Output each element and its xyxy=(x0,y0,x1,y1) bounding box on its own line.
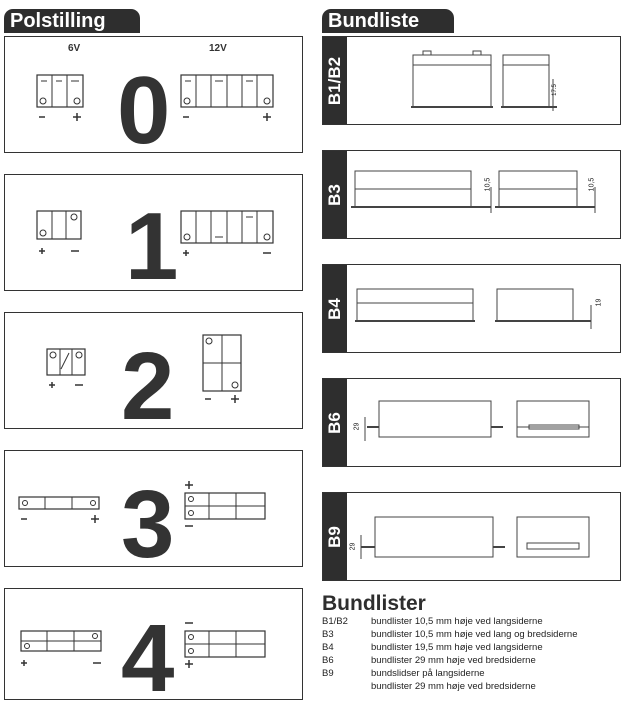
polstilling-title: Polstilling xyxy=(4,9,140,33)
position-number: 4 xyxy=(121,605,175,712)
legend-text: bundlister 10,5 mm høje ved langsiderne xyxy=(371,616,543,627)
dimension-label: 17.5 xyxy=(551,84,558,96)
battery-6v-diagram xyxy=(17,625,107,669)
battery-6v-diagram xyxy=(33,209,93,259)
panel-label: B3 xyxy=(323,151,347,238)
position-0-panel xyxy=(4,36,303,164)
dimension-label: 29 xyxy=(349,542,357,551)
position-number: 3 xyxy=(121,471,175,578)
position-1-panel xyxy=(4,174,303,300)
label-6v: 6V xyxy=(68,43,81,54)
dimension-label: 29 xyxy=(353,422,361,431)
panel-b6 xyxy=(322,378,621,467)
position-4-panel xyxy=(4,588,303,712)
dimension-label: 10,5 xyxy=(484,177,492,192)
panel-label: B9 xyxy=(323,493,347,580)
position-number: 2 xyxy=(121,333,175,440)
battery-profile-diagram xyxy=(355,513,615,573)
dimension-label: 10,5 xyxy=(588,177,596,192)
position-number: 0 xyxy=(117,57,171,164)
battery-profile-diagram xyxy=(351,165,619,235)
panel-label: B6 xyxy=(323,379,347,466)
dimension-label: 19 xyxy=(595,298,603,307)
panel-b9 xyxy=(322,492,621,581)
battery-12v-diagram xyxy=(181,617,273,667)
bundliste-title: Bundliste xyxy=(322,9,454,33)
legend-text: bundlister 10,5 mm høje ved lang og bredsiderne xyxy=(371,629,578,640)
battery-profile-diagram xyxy=(407,51,607,121)
panel-b4 xyxy=(322,264,621,353)
legend-code: B9 xyxy=(322,668,334,679)
panel-b3 xyxy=(322,150,621,239)
panel-label: B4 xyxy=(323,265,347,352)
battery-profile-diagram xyxy=(355,285,615,335)
battery-12v-diagram xyxy=(181,479,273,529)
battery-12v-diagram xyxy=(199,333,249,408)
position-number: 1 xyxy=(125,193,179,300)
label-12v: 12V xyxy=(209,43,227,54)
legend-text: bundslidser på langsiderne xyxy=(371,668,485,679)
battery-12v-diagram xyxy=(177,209,287,259)
panel-label: B1/B2 xyxy=(323,37,347,124)
legend-code: B4 xyxy=(322,642,334,653)
legend-code: B3 xyxy=(322,629,334,640)
battery-6v-diagram xyxy=(17,495,103,530)
battery-6v-diagram xyxy=(43,347,93,392)
legend-text: bundlister 19,5 mm høje ved langsiderne xyxy=(371,642,543,653)
position-3-panel xyxy=(4,450,303,578)
legend-code: B1/B2 xyxy=(322,616,348,627)
legend-text: bundlister 29 mm høje ved bredsiderne xyxy=(371,681,536,692)
panel-b1-b2 xyxy=(322,36,621,125)
legend-code: B6 xyxy=(322,655,334,666)
battery-6v-diagram xyxy=(33,73,93,123)
battery-profile-diagram xyxy=(359,397,615,457)
position-2-panel xyxy=(4,312,303,440)
battery-12v-diagram xyxy=(177,73,287,123)
legend-text: bundlister 29 mm høje ved bredsiderne xyxy=(371,655,536,666)
legend-title: Bundlister xyxy=(322,592,426,615)
